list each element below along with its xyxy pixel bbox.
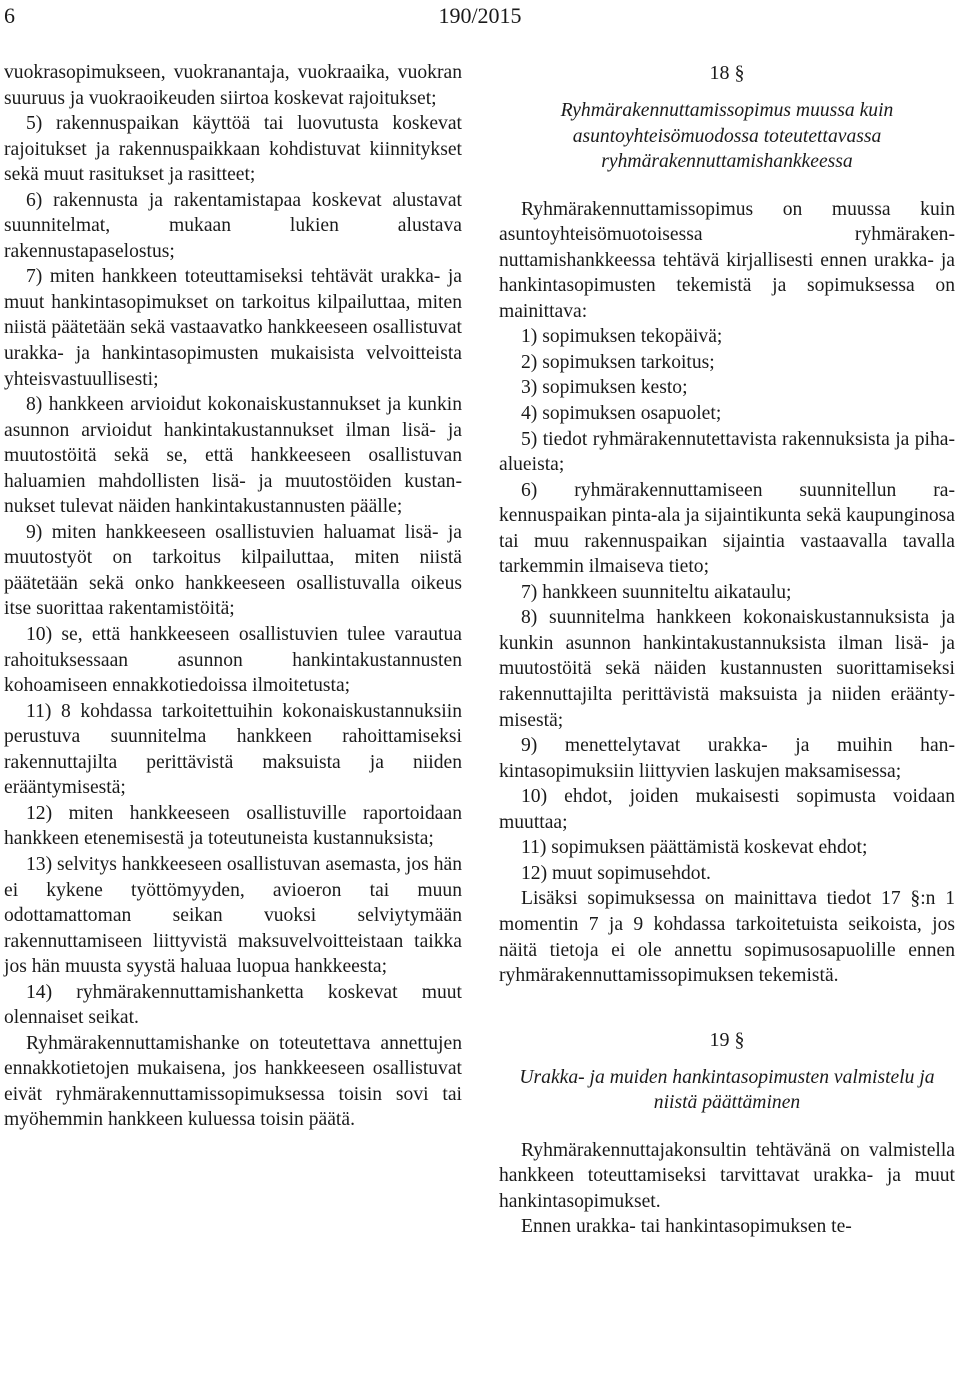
list-item: 3) sopimuksen kesto; — [521, 377, 688, 399]
paragraph: Ryhmärakennuttamissopimus on muussa kuin asuntoyhteisömuotoisessa ryhmärakennuttamishankkeessa tehtävä kirjallisesti ennen urakka- ja hankintasopimusten tekemistä ja sopimuksessa on mainittava: — [499, 198, 955, 322]
left-column — [4, 60, 462, 1133]
paragraph: vuokrasopimukseen, vuokranantaja, vuokraaika, vuokran suuruus ja vuokraoikeuden siirtoa koskevat rajoitukset; — [4, 62, 462, 109]
list-item-13: 13) selvitys hankkeeseen osallistuvan asemasta, jos hän ei kykene työttömyyden, avioeron tai muun odottamattoman seikan vuoksi selviytymään rakennuttamiseen liittyvistä maksuvelvoitteistaan taikka jos hän muusta syystä haluaa luopua hankkeesta; — [4, 853, 462, 978]
list-item-8: 8) hankkeen arvioidut kokonaiskustannukset ja kunkin asunnon arvioidut hankintakustannukset ilman lisä- ja muutostöitä sekä se, että hankkeeseen osallistuvan haluamien mahdollisten lisä- ja muutostöiden kustannukset tulevat näiden hankintakustannusten päälle; — [4, 394, 462, 518]
issue-number: 190/2015 — [438, 3, 522, 28]
list-item: 5) tiedot ryhmärakennutettavista rakennuksista ja piha-alueista; — [499, 428, 955, 476]
list-item-9: 9) miten hankkeeseen osallistuvien haluamat lisä- ja muutostyöt on tarkoitus kilpailuttaa, miten niistä päätetään sekä onko hankkeeseen osallistuvalla oikeus itse suorittaa rakentamistöitä; — [4, 521, 462, 620]
list-item-12: 12) miten hankkeeseen osallistuville raportoidaan hankkeen etenemisestä ja toteutuneista kustannuksista; — [4, 802, 462, 850]
right-column — [499, 60, 955, 1240]
section-19-title: Urakka- ja muiden hankintasopimusten valmistelu ja niistä päättäminen — [519, 1066, 935, 1114]
section-19-number: 19 § — [709, 1028, 745, 1051]
paragraph: Ryhmärakennuttamishanke on toteutettava annettujen ennakkotietojen mukaisena, jos hankkeeseen osallistuvat eivät ryhmärakennuttamissopimuksessa toisin sovi tai myöhemmin hankkeen kuluessa toisin päätä. — [4, 1032, 462, 1131]
list-item: 7) hankkeen suunniteltu aikataulu; — [521, 581, 792, 603]
section-18-number: 18 § — [709, 62, 745, 84]
list-item: 1) sopimuksen tekopäivä; — [521, 326, 723, 348]
list-item: 10) ehdot, joiden mukaisesti sopimusta voidaan muuttaa; — [499, 786, 955, 833]
list-item-11: 11) 8 kohdassa tarkoitettuihin kokonaiskustannuksiin perustuva suunnitelma hankkeen rahoittamiseksi rakennuttajilta perittävistä maksuista ja niiden erääntymisestä; — [4, 700, 462, 799]
list-item-6: 6) rakennusta ja rakentamistapaa koskevat alustavat suunnitelmat, mukaan lukien alustava rakennustapaselostus; — [4, 189, 462, 262]
list-item-10: 10) se, että hankkeeseen osallistuvien tulee varautua rahoituksessaan asunnon hankintakustannusten kohoamiseen ennakkotiedoissa ilmoitetusta; — [4, 624, 462, 697]
list-item: 12) muut sopimusehdot. — [521, 862, 711, 884]
page-header — [0, 0, 960, 44]
list-item: 11) sopimuksen päättämistä koskevat ehdot; — [521, 837, 868, 859]
list-item-7: 7) miten hankkeen toteuttamiseksi tehtävät urakka- ja muut hankintasopimukset on tarkoitus kilpailuttaa, miten niistä päätetään sekä vastaavatko hankkeeseen osallistuvat urakka- ja hankintasopimusten mukaisista velvoitteista yhteisvastuullisesti; — [4, 266, 462, 390]
list-item-5: 5) rakennuspaikan käyttöä tai luovutusta koskevat rajoitukset ja rakennuspaikkaan kohdistuvat kiinnitykset sekä muut rasitukset ja rasitteet; — [4, 113, 462, 186]
paragraph: Lisäksi sopimuksessa on mainittava tiedot 17 §:n 1 momentin 7 ja 9 kohdassa tarkoitetuista seikoista, jos näitä tietoja ei ole annettu sopimusosapuolille ennen ryhmärakennuttamissopimuksen tekemistä. — [499, 888, 955, 987]
section-18-title: Ryhmärakennuttamissopimus muussa kuin asuntoyhteisömuodossa toteutettavassa ryhmärakennuttamishankkeessa — [560, 100, 894, 173]
paragraph: Ryhmärakennuttajakonsultin tehtävänä on valmistella hankkeen toteuttamiseksi tarvittavat urakka- ja muut hankintasopimukset. — [499, 1139, 955, 1212]
list-item: 4) sopimuksen osapuolet; — [521, 403, 722, 425]
page-number: 6 — [4, 3, 15, 28]
paragraph: Ennen urakka- tai hankintasopimuksen te- — [521, 1216, 852, 1238]
list-item: 2) sopimuksen tarkoitus; — [521, 351, 715, 373]
list-item: 8) suunnitelma hankkeen kokonaiskustannuksista ja kunkin asunnon hankintakustannuksista ilman lisä- ja muutostöitä sekä näiden kustannusten suorittamiseksi rakennuttajilta perittävistä maksuista ja niiden erääntymisestä; — [499, 607, 955, 731]
list-item: 9) menettelytavat urakka- ja muihin hankintasopimuksiin liittyvien laskujen maksamisessa; — [499, 735, 955, 782]
list-item: 6) ryhmärakennuttamiseen suunnitellun rakennuspaikan pinta-ala ja sijaintikunta sekä kaupunginosa tai muu rakennuspaikan sijaintia vastaavalla tavalla tarkemmin ilmaiseva tieto; — [499, 479, 955, 578]
list-item-14: 14) ryhmärakennuttamishanketta koskevat muut olennaiset seikat. — [4, 981, 462, 1029]
